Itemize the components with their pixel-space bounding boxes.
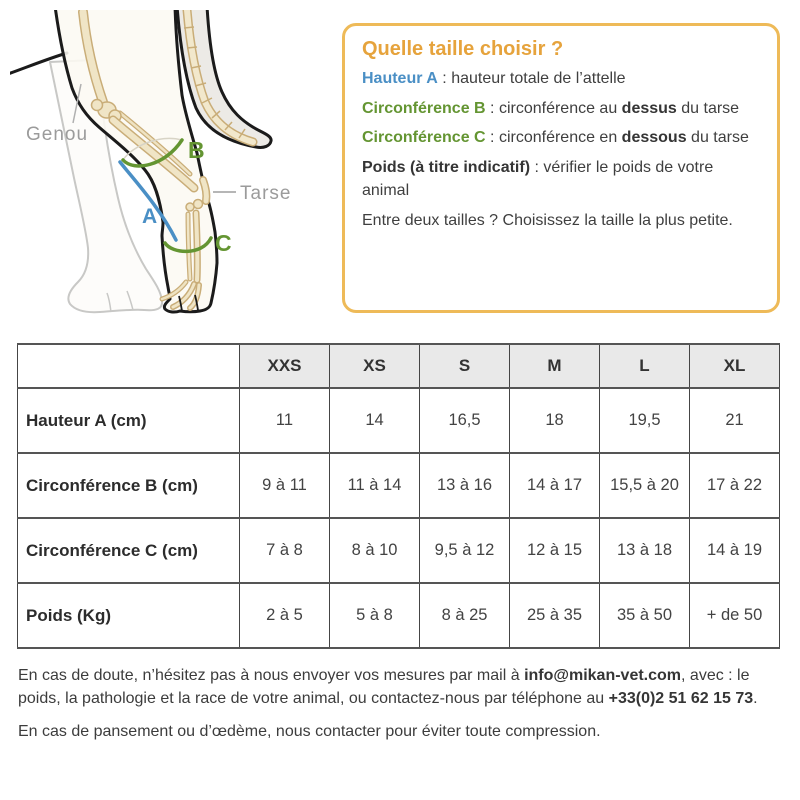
poids-line: Poids (à titre indicatif) : vérifier le poids de votre animal bbox=[362, 159, 714, 199]
contact-note: En cas de doute, n’hésitez pas à nous envoyer vos mesures par mail à info@mikan-vet.com, avec : le poids, la pathologie et la race de votre animal, ou contactez-nous par téléphone au +33(0)2 51 62 15 73. bbox=[18, 667, 758, 707]
row-label-circonference-b: Circonférence B (cm) bbox=[18, 453, 240, 518]
contact-email: info@mikan-vet.com bbox=[524, 667, 682, 684]
cell-value: 14 à 17 bbox=[510, 453, 600, 518]
table-row-hauteur bbox=[18, 388, 780, 453]
tail bbox=[177, 10, 271, 147]
cell-value: 2 à 5 bbox=[240, 583, 330, 648]
cell-value: 19,5 bbox=[600, 388, 690, 453]
cell-value: 9,5 à 12 bbox=[420, 518, 510, 583]
size-help-box bbox=[342, 23, 780, 313]
measure-b-letter: B bbox=[188, 137, 205, 163]
cell-value: 8 à 25 bbox=[420, 583, 510, 648]
row-label-circonference-c: Circonférence C (cm) bbox=[18, 518, 240, 583]
cell-value: 17 à 22 bbox=[690, 453, 780, 518]
table-row-poids bbox=[18, 583, 780, 648]
hauteur-a-label: Hauteur A bbox=[362, 70, 438, 87]
hauteur-a-line: Hauteur A : hauteur totale de l’attelle bbox=[362, 70, 626, 87]
cell-value: 13 à 16 bbox=[420, 453, 510, 518]
size-table bbox=[17, 343, 780, 649]
cell-value: 11 à 14 bbox=[330, 453, 420, 518]
cell-value: + de 50 bbox=[690, 583, 780, 648]
cell-value: 14 bbox=[330, 388, 420, 453]
cell-value: 9 à 11 bbox=[240, 453, 330, 518]
cell-value: 16,5 bbox=[420, 388, 510, 453]
measure-c-letter: C bbox=[215, 230, 232, 256]
size-table-header-row bbox=[18, 344, 780, 388]
cell-value: 12 à 15 bbox=[510, 518, 600, 583]
size-column-l: L bbox=[600, 344, 690, 388]
size-column-xxs: XXS bbox=[240, 344, 330, 388]
genou-label: Genou bbox=[26, 124, 89, 145]
size-column-xs: XS bbox=[330, 344, 420, 388]
circonference-b-label: Circonférence B bbox=[362, 99, 486, 117]
between-sizes-note: Entre deux tailles ? Choisissez la taille la plus petite. bbox=[362, 211, 733, 229]
poids-label: Poids (à titre indicatif) bbox=[362, 159, 531, 177]
cell-value: 18 bbox=[510, 388, 600, 453]
cell-value: 35 à 50 bbox=[600, 583, 690, 648]
cell-value: 8 à 10 bbox=[330, 518, 420, 583]
contact-phone: +33(0)2 51 62 15 73 bbox=[608, 689, 754, 707]
circonference-c-label: Circonférence C bbox=[362, 129, 486, 147]
size-column-s: S bbox=[420, 344, 510, 388]
compression-note: En cas de pansement ou d’œdème, nous contacter pour éviter toute compression. bbox=[18, 723, 601, 741]
cell-value: 11 bbox=[240, 388, 330, 453]
corner-cell bbox=[18, 344, 240, 388]
cell-value: 21 bbox=[690, 388, 780, 453]
cell-value: 14 à 19 bbox=[690, 518, 780, 583]
cell-value: 25 à 35 bbox=[510, 583, 600, 648]
cell-value: 7 à 8 bbox=[240, 518, 330, 583]
footer-notes bbox=[18, 665, 776, 744]
circonference-c-line: Circonférence C : circonférence en dessous du tarse bbox=[362, 129, 749, 147]
dog-leg-illustration bbox=[10, 10, 340, 322]
row-label-hauteur: Hauteur A (cm) bbox=[18, 388, 240, 453]
cell-value: 13 à 18 bbox=[600, 518, 690, 583]
table-row-circonference-c bbox=[18, 518, 780, 583]
tarse-label: Tarse bbox=[240, 183, 292, 204]
cell-value: 5 à 8 bbox=[330, 583, 420, 648]
circonference-b-line: Circonférence B : circonférence au dessus du tarse bbox=[362, 99, 740, 117]
size-column-m: M bbox=[510, 344, 600, 388]
row-label-poids: Poids (Kg) bbox=[18, 583, 240, 648]
size-help-title: Quelle taille choisir ? bbox=[362, 38, 564, 60]
cell-value: 15,5 à 20 bbox=[600, 453, 690, 518]
measure-a-letter: A bbox=[142, 205, 158, 228]
dog-leg-svg bbox=[10, 10, 340, 322]
table-row-circonference-b bbox=[18, 453, 780, 518]
size-column-xl: XL bbox=[690, 344, 780, 388]
